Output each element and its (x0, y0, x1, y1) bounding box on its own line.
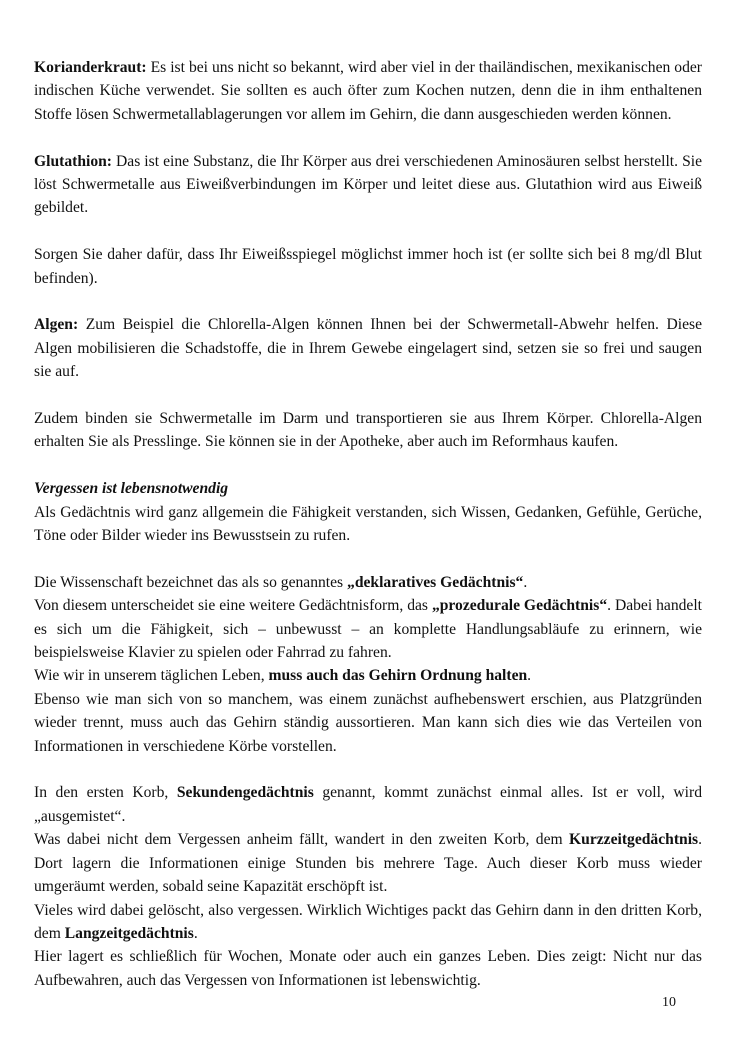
paragraph-spacer (34, 220, 702, 243)
paragraph-gedaechtnis-intro (34, 501, 702, 548)
paragraph-text: Von diesem unterscheidet sie eine weitere Gedächtnisform, das (34, 597, 432, 615)
paragraph-chlorella-darm (34, 407, 702, 454)
paragraph-text: Zudem binden sie Schwermetalle im Darm und transportieren sie aus Ihrem Körper. Chlorella-Algen erhalten Sie als Presslinge. Sie können sie in der Apotheke, aber auch im Reformhaus kaufen. (34, 410, 702, 451)
paragraph-spacer (34, 454, 702, 477)
term-korianderkraut: Korianderkraut: (34, 59, 147, 76)
paragraph-text: Was dabei nicht dem Vergessen anheim fällt, wandert in den zweiten Korb, dem (34, 831, 570, 849)
paragraph-spacer (34, 126, 702, 149)
term-langzeitgedaechtnis: Langzeitgedächtnis (64, 924, 194, 942)
paragraph-text: Wie wir in unserem täglichen Leben, (34, 667, 269, 685)
paragraph-spacer (34, 384, 702, 407)
paragraph-korianderkraut (34, 56, 702, 126)
term-algen: Algen: (34, 316, 79, 334)
paragraph-text: Das ist eine Substanz, die Ihr Körper aus drei verschiedenen Aminosäuren selbst herstellt. Sie löst Schwermetalle aus Eiweißverbindungen im Körper und leitet diese aus. Glutathion wird aus Eiweiß gebildet. (34, 152, 702, 217)
paragraph-text: Hier lagert es schließlich für Wochen, Monate oder auch ein ganzes Leben. Dies zeigt: Nicht nur das Aufbewahren, auch das Vergessen von Informationen ist lebenswichtig. (34, 948, 702, 989)
paragraph-text: Vieles wird dabei gelöscht, also vergessen. Wirklich Wichtiges packt das Gehirn dann in den dritten Korb, dem (34, 901, 702, 942)
paragraph-aussortieren (34, 688, 702, 758)
paragraph-text: . (523, 573, 528, 591)
paragraph-korb-2 (34, 828, 702, 898)
paragraph-korb-1 (34, 781, 702, 828)
paragraph-eiweissspiegel (34, 243, 702, 290)
paragraph-text: . (193, 924, 198, 942)
paragraph-text: Als Gedächtnis wird ganz allgemein die Fähigkeit verstanden, sich Wissen, Gedanken, Gefühle, Gerüche, Töne oder Bilder wieder ins Bewusstsein zu rufen. (34, 503, 702, 545)
paragraph-ordnung (34, 664, 702, 687)
page-number: 10 (662, 995, 676, 1010)
paragraph-spacer (34, 758, 702, 781)
section-heading-vergessen: Vergessen ist lebensnotwendig (34, 480, 229, 498)
paragraph-text: . Dabei handelt es sich um die Fähigkeit, sich – unbewusst – an komplette Handlungsabläufe zu erinnern, wie beispielsweise Klavier zu spielen oder Fahrrad zu fahren. (34, 597, 703, 662)
paragraph-text: Es ist bei uns nicht so bekannt, wird aber viel in der thailändischen, mexikanischen oder indischen Küche verwendet. Sie sollten es auch öfter zum Kochen nutzen, denn die in ihm enthaltenen Stoffe lösen Schwermetallablagerungen vor allem im Gehirn, die dann ausgeschieden werden können. (34, 59, 702, 123)
term-prozedurales-gedaechtnis: „prozedurale Gedächtnis“ (431, 597, 608, 615)
term-ordnung-halten: muss auch das Gehirn Ordnung halten (268, 667, 528, 685)
term-deklaratives-gedaechtnis: „deklaratives Gedächtnis“ (347, 573, 524, 591)
paragraph-text: Sorgen Sie daher dafür, dass Ihr Eiweißsspiegel möglichst immer hoch ist (er sollte sich bei 8 mg/dl Blut befinden). (34, 246, 702, 287)
paragraph-deklarativ (34, 571, 702, 594)
paragraph-spacer (34, 290, 702, 313)
document-page (34, 56, 702, 992)
paragraph-prozedural (34, 594, 702, 664)
paragraph-text: Zum Beispiel die Chlorella-Algen können Ihnen bei der Schwermetall-Abwehr helfen. Diese Algen mobilisieren die Schadstoffe, die in Ihrem Gewebe eingelagert sind, setzen sie so frei und saugen sie auf. (34, 316, 702, 381)
paragraph-text: . Dort lagern die Informationen einige Stunden bis mehrere Tage. Auch dieser Korb muss wieder umgeräumt werden, sobald seine Kapazität erschöpft ist. (34, 831, 702, 896)
paragraph-text: Die Wissenschaft bezeichnet das als so genanntes (34, 573, 348, 591)
paragraph-schluss (34, 945, 702, 992)
paragraph-text: . (527, 667, 532, 685)
paragraph-text: In den ersten Korb, (34, 784, 177, 802)
paragraph-text: Ebenso wie man sich von so manchem, was einem zunächst aufhebenswert erschien, aus Platzgründen wieder trennt, muss auch das Gehirn ständig aussortieren. Man kann sich dies wie das Verteilen von Informationen in verschiedene Körbe vorstellen. (34, 690, 702, 755)
paragraph-korb-3 (34, 899, 702, 946)
term-glutathion: Glutathion: (34, 152, 112, 170)
term-kurzzeitgedaechtnis: Kurzzeitgedächtnis (569, 831, 699, 849)
paragraph-algen (34, 313, 702, 383)
paragraph-text: genannt, kommt zunächst einmal alles. Ist er voll, wird „ausgemistet“. (34, 784, 702, 825)
paragraph-spacer (34, 547, 702, 570)
term-sekundengedaechtnis: Sekundengedächtnis (176, 784, 314, 802)
paragraph-glutathion (34, 150, 702, 220)
